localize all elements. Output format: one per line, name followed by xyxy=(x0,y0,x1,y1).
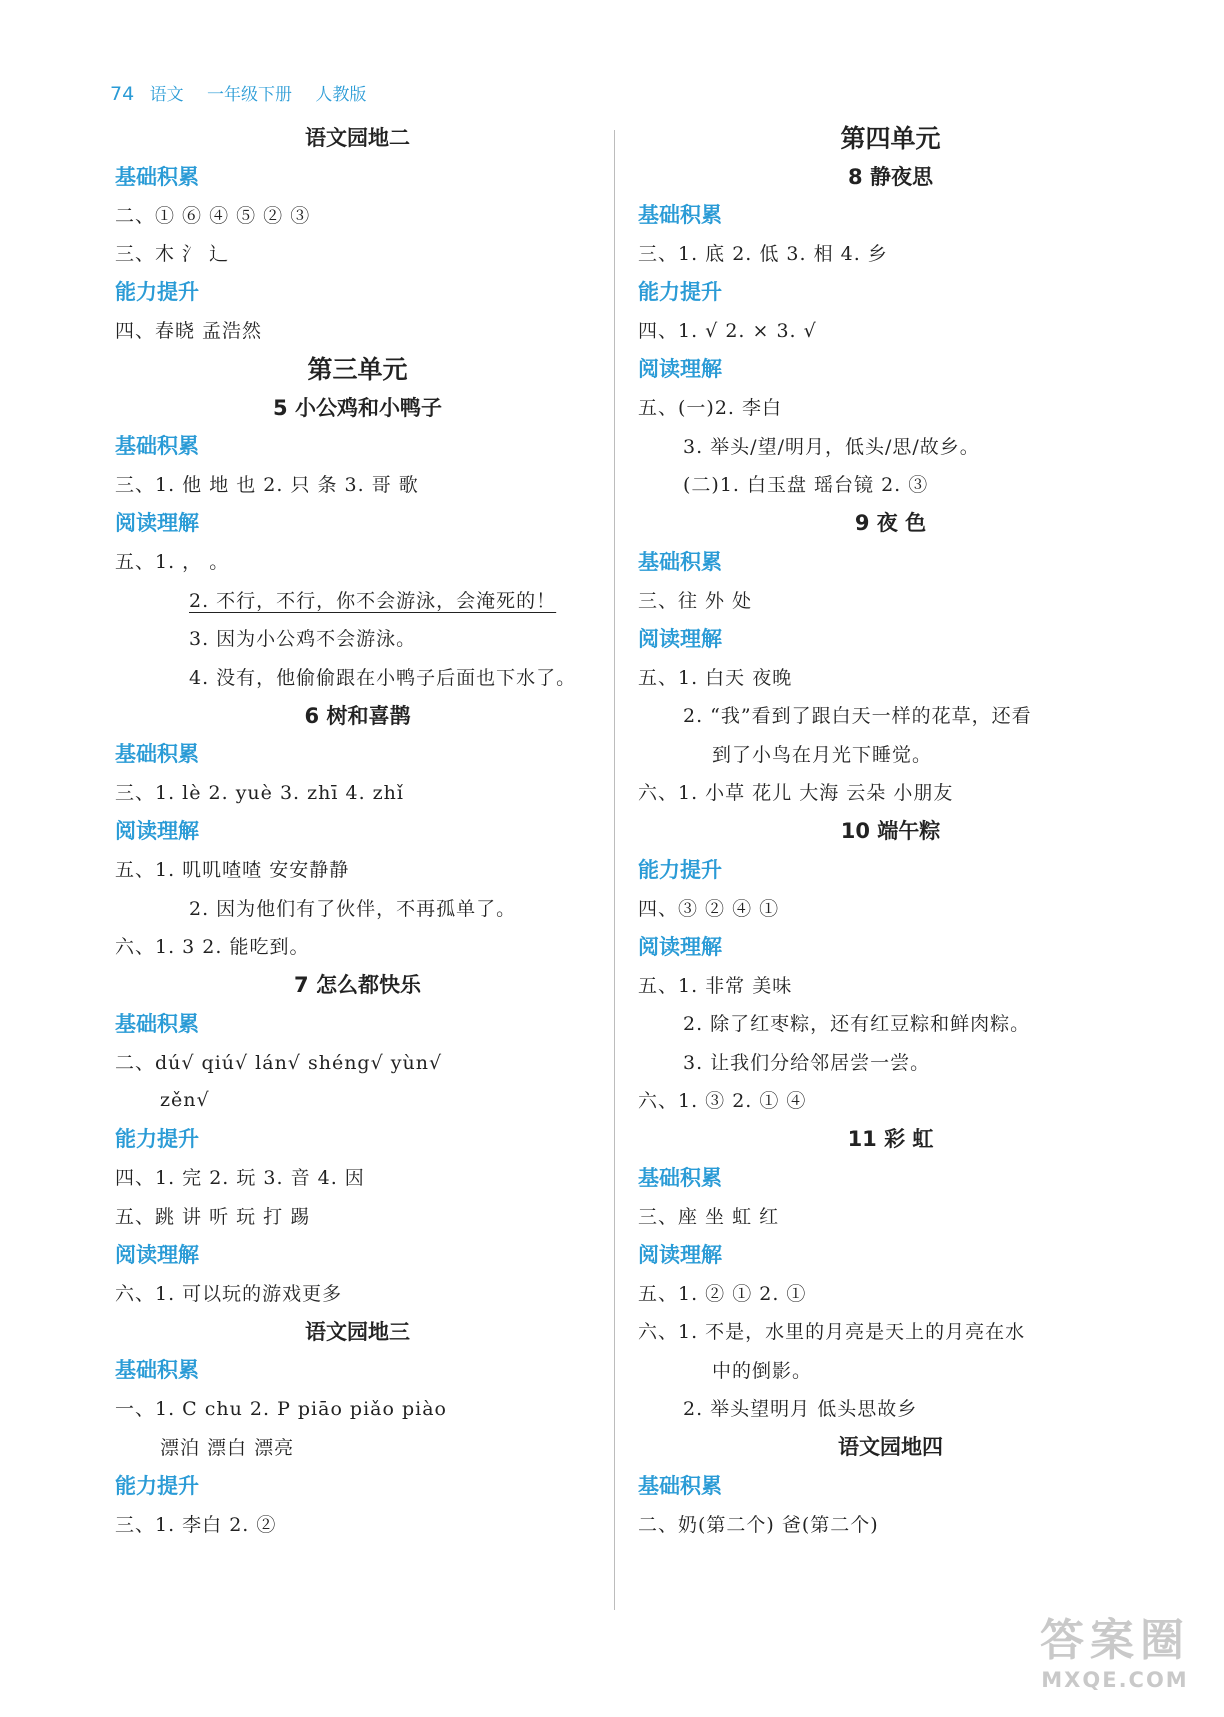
answer-line: 4. 没有，他偷偷跟在小鸭子后面也下水了。 xyxy=(189,666,577,689)
answer-line: 六、1. ③ 2. ① ④ xyxy=(638,1090,807,1113)
answer-line: 三、往 外 处 xyxy=(638,589,753,612)
answer-line: 中的倒影。 xyxy=(712,1359,813,1382)
section-label: 阅读理解 xyxy=(638,357,722,382)
right-answer-column xyxy=(638,118,1143,1543)
answer-line: zěn√ xyxy=(160,1088,210,1111)
section-label: 基础积累 xyxy=(115,164,199,189)
answer-line: 漂泊 漂白 漂亮 xyxy=(160,1436,295,1459)
subject-label: 语文 xyxy=(149,85,184,105)
answer-line: 三、座 坐 虹 红 xyxy=(638,1205,780,1228)
column-divider xyxy=(614,130,615,1610)
unit-heading: 第四单元 xyxy=(840,124,941,154)
lesson-title: 7 怎么都快乐 xyxy=(294,973,421,998)
watermark-logo xyxy=(1026,1615,1204,1703)
answer-line: 六、1. 3 2. 能吃到。 xyxy=(115,936,310,959)
page-number: 74 xyxy=(110,83,135,105)
answer-line: 三、1. 底 2. 低 3. 相 4. 乡 xyxy=(638,243,888,266)
answer-line: 四、③ ② ④ ① xyxy=(638,897,780,920)
section-label: 基础积累 xyxy=(115,1011,199,1036)
section-label: 基础积累 xyxy=(115,1358,199,1383)
section-label: 能力提升 xyxy=(115,1473,199,1498)
lesson-title: 9 夜 色 xyxy=(854,511,927,536)
lesson-title: 语文园地二 xyxy=(305,126,410,151)
answer-line: 三、1. 李白 2. ② xyxy=(115,1513,277,1536)
watermark-text: 答案圈 xyxy=(1040,1615,1190,1666)
answer-line: 六、1. 小草 花儿 大海 云朵 小朋友 xyxy=(638,782,954,805)
answer-line: 五、1. 叽叽喳喳 安安静静 xyxy=(115,859,350,882)
answer-line: 五、1. ② ① 2. ① xyxy=(638,1282,807,1305)
answer-line: 3. 因为小公鸡不会游泳。 xyxy=(189,628,417,651)
answer-line: 二、① ⑥ ④ ⑤ ② ③ xyxy=(115,204,311,227)
lesson-title: 8 静夜思 xyxy=(848,164,933,189)
lesson-title: 语文园地四 xyxy=(838,1435,943,1460)
section-label: 基础积累 xyxy=(638,549,722,574)
answer-line: 2. 除了红枣粽，还有红豆粽和鲜肉粽。 xyxy=(683,1013,1031,1036)
answer-line: 到了小鸟在月光下睡觉。 xyxy=(712,743,933,766)
left-answer-column xyxy=(115,118,600,1543)
answer-line: 四、1. 完 2. 玩 3. 音 4. 因 xyxy=(115,1167,365,1190)
section-label: 基础积累 xyxy=(638,1473,722,1498)
watermark-url: MXQE.COM xyxy=(1041,1668,1189,1692)
answer-line: 六、1. 可以玩的游戏更多 xyxy=(115,1282,343,1305)
answer-line: 五、1. 非常 美味 xyxy=(638,974,793,997)
answer-line: 四、春晓 孟浩然 xyxy=(115,320,263,343)
section-label: 基础积累 xyxy=(115,742,199,767)
answer-line: 二、dú√ qiú√ lán√ shéng√ yùn√ xyxy=(115,1051,443,1074)
answer-line: 2. 不行，不行，你不会游泳，会淹死的！ xyxy=(189,589,557,612)
answer-line: 五、1. ， 。 xyxy=(115,551,230,574)
section-label: 能力提升 xyxy=(115,280,199,305)
answer-line: 3. 让我们分给邻居尝一尝。 xyxy=(683,1051,931,1074)
answer-line: 五、跳 讲 听 玩 打 踢 xyxy=(115,1205,311,1228)
lesson-title: 语文园地三 xyxy=(305,1319,410,1344)
answer-line: 2. 因为他们有了伙伴，不再孤单了。 xyxy=(189,897,517,920)
section-label: 阅读理解 xyxy=(638,934,722,959)
answer-line: 三、1. 他 地 也 2. 只 条 3. 哥 歌 xyxy=(115,474,419,497)
section-label: 基础积累 xyxy=(638,203,722,228)
section-label: 阅读理解 xyxy=(115,511,199,536)
answer-line: 四、1. √ 2. × 3. √ xyxy=(638,320,817,343)
section-label: 能力提升 xyxy=(638,857,722,882)
lesson-title: 11 彩 虹 xyxy=(847,1127,934,1152)
section-label: 能力提升 xyxy=(638,280,722,305)
edition-label: 人教版 xyxy=(315,85,367,105)
grade-label: 一年级下册 xyxy=(207,85,292,105)
answer-line: 二、奶(第二个) 爸(第二个) xyxy=(638,1513,879,1536)
lesson-title: 10 端午粽 xyxy=(840,819,941,844)
lesson-title: 6 树和喜鹊 xyxy=(304,703,411,728)
lesson-title: 5 小公鸡和小鸭子 xyxy=(273,395,442,420)
section-label: 基础积累 xyxy=(638,1165,722,1190)
answer-line: 六、1. 不是，水里的月亮是天上的月亮在水 xyxy=(638,1321,1026,1344)
section-label: 基础积累 xyxy=(115,434,199,459)
answer-line: 三、木 氵 辶 xyxy=(115,243,230,266)
page-header xyxy=(110,80,384,105)
section-label: 能力提升 xyxy=(115,1127,199,1152)
answer-line: 三、1. lè 2. yuè 3. zhī 4. zhǐ xyxy=(115,782,404,805)
answer-line: (二)1. 白玉盘 瑶台镜 2. ③ xyxy=(683,474,929,497)
answer-line: 五、(一)2. 李白 xyxy=(638,397,782,420)
answer-line: 3. 举头/望/明月，低头/思/故乡。 xyxy=(683,435,980,458)
section-label: 阅读理解 xyxy=(638,626,722,651)
section-label: 阅读理解 xyxy=(115,1242,199,1267)
answer-line: 2. 举头望明月 低头思故乡 xyxy=(683,1398,918,1421)
section-label: 阅读理解 xyxy=(115,819,199,844)
section-label: 阅读理解 xyxy=(638,1242,722,1267)
unit-heading: 第三单元 xyxy=(307,355,408,385)
answer-line: 五、1. 白天 夜晚 xyxy=(638,666,793,689)
answer-line: 一、1. C chu 2. P piāo piǎo piào xyxy=(115,1398,447,1421)
answer-line: 2. “我”看到了跟白天一样的花草，还看 xyxy=(683,705,1032,728)
